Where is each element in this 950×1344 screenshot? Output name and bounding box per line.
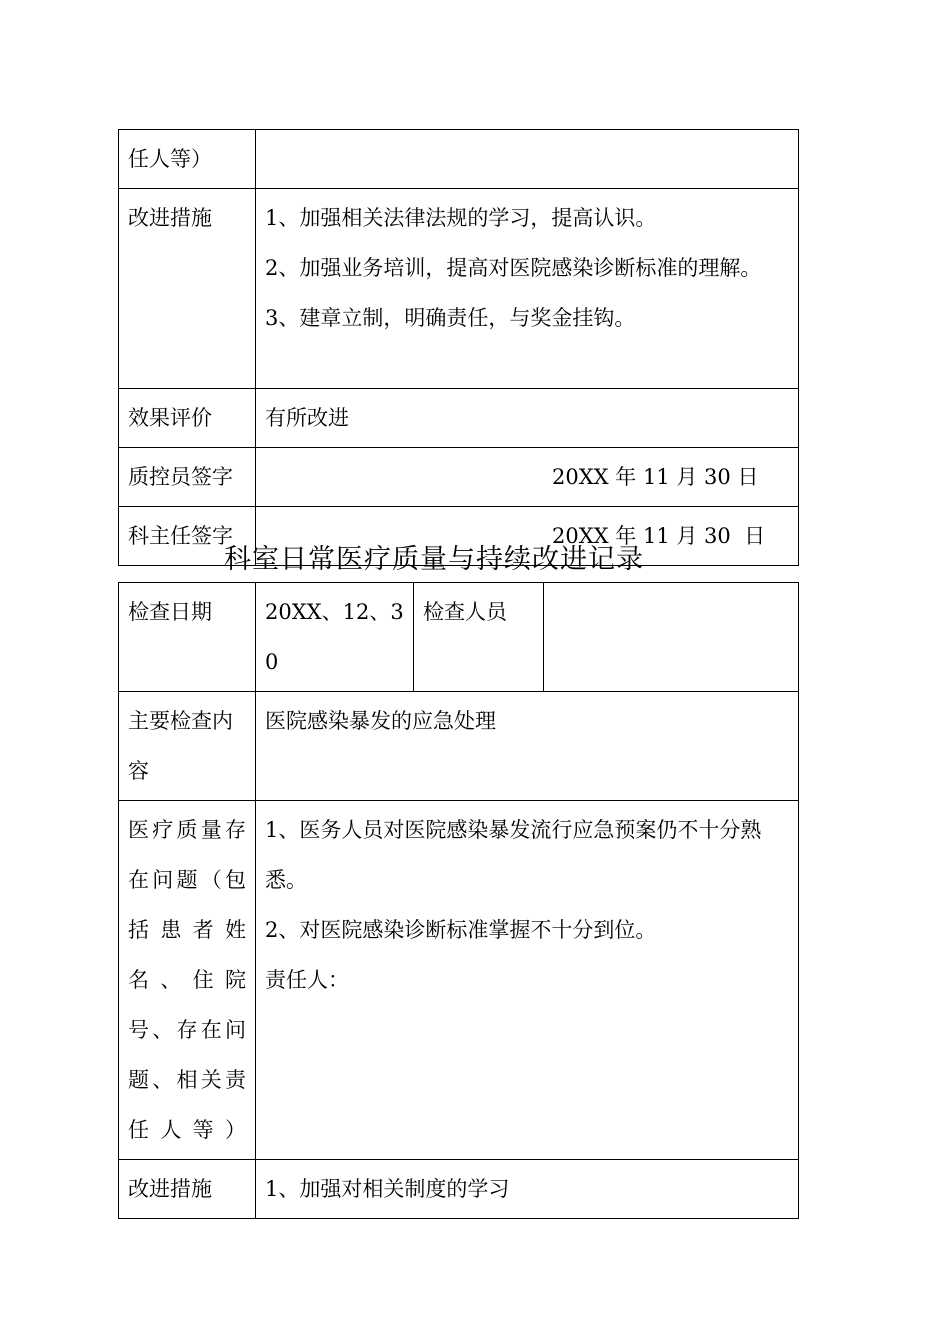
record-table-previous <box>118 129 799 566</box>
inspector-value <box>544 583 799 692</box>
table-row-measures <box>119 189 799 389</box>
table-row-qc-sign <box>119 448 799 507</box>
director-sign-date: 20XX 年 11 月 30 日 <box>552 524 766 548</box>
responsible-person: 责任人： <box>265 968 349 992</box>
row-label: 改进措施 <box>119 189 256 389</box>
table-row-problems <box>119 801 799 1160</box>
content-label: 主要检查内容 <box>119 692 256 801</box>
row-label: 效果评价 <box>119 389 256 448</box>
table-row-effect <box>119 389 799 448</box>
table-row-check <box>119 583 799 692</box>
table-row-content <box>119 692 799 801</box>
measures-value: 1、加强对相关制度的学习 <box>256 1160 799 1219</box>
check-date-label: 检查日期 <box>119 583 256 692</box>
row-label: 任人等） <box>119 130 256 189</box>
row-value <box>256 130 799 189</box>
content-value: 医院感染暴发的应急处理 <box>256 692 799 801</box>
check-date-value: 20XX、12、30 <box>256 583 414 692</box>
problems-list <box>256 801 799 1160</box>
table-row-responsible-tail <box>119 130 799 189</box>
qc-sign-date: 20XX 年 11 月 30 日 <box>552 465 759 489</box>
row-label: 科主任签字 <box>119 507 256 566</box>
measure-item-3: 3、建章立制，明确责任，与奖金挂钩。 <box>265 306 636 330</box>
measure-item-1: 1、加强相关法律法规的学习，提高认识。 <box>265 206 657 230</box>
qc-sign-cell <box>256 448 799 507</box>
table-row-measures <box>119 1160 799 1219</box>
problems-label: 医疗质量存在问题（包括患者姓名、住院号、存在问题、相关责任人等） <box>119 801 256 1160</box>
problem-item-2: 2、对医院感染诊断标准掌握不十分到位。 <box>265 918 657 942</box>
effect-value: 有所改进 <box>256 389 799 448</box>
page-title: 科室日常医疗质量与持续改进记录 <box>224 544 644 575</box>
measures-label: 改进措施 <box>119 1160 256 1219</box>
row-label: 质控员签字 <box>119 448 256 507</box>
problem-item-1: 1、医务人员对医院感染暴发流行应急预案仍不十分熟悉。 <box>265 818 762 892</box>
record-table <box>118 582 799 1219</box>
inspector-label: 检查人员 <box>414 583 544 692</box>
measure-item-2: 2、加强业务培训，提高对医院感染诊断标准的理解。 <box>265 256 762 280</box>
measures-list <box>256 189 799 389</box>
